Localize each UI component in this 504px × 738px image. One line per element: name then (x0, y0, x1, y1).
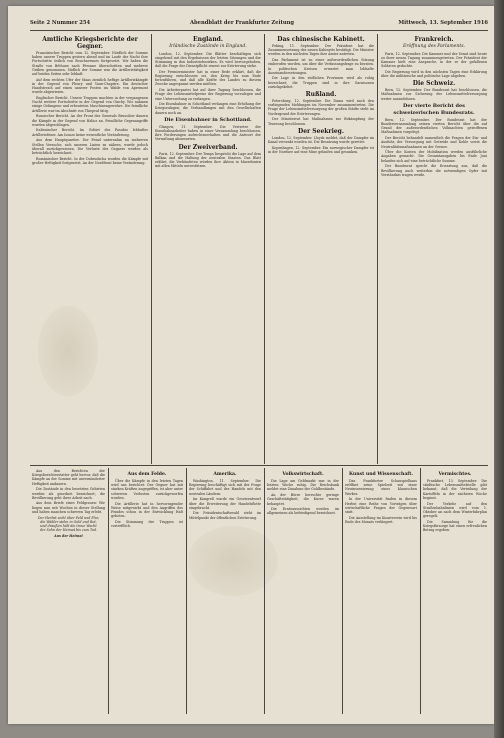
article-paragraph: Die Ernteaussichten werden im allgemeinen als befriedigend bezeichnet. (267, 507, 339, 516)
newspaper-page (8, 6, 494, 724)
article-paragraph: Französischer Bericht vom 12. September. Nördlich der Somme haben unsere Truppen gestern abend und im Laufe der Nacht ihre Fortschritte östlich von Bouchavesnes fortgesetzt. Wir haben die Straße von Béthune nach Péronne überschritten und mehrere Gräben genommen. Südlich der Somme war die Artillerietätigkeit auf beiden Seiten sehr lebhaft. (32, 51, 148, 77)
column-3 (268, 34, 374, 462)
column-3-headline: Das chinesische Kabinett. (277, 36, 365, 43)
poem-line: und draußen hält die treue Wacht (40, 523, 97, 528)
article-paragraph: Der Bundesrat spricht die Erwartung aus, daß die Bevölkerung auch weiterhin die notwendigen Opfer mit Verständnis tragen werde. (381, 164, 487, 177)
lower-column-2 (111, 469, 183, 714)
poem-line: Der Herbst zieht über Feld und Flur, (37, 515, 100, 520)
article-paragraph: Paris, 12. September. Der Temps bespricht die Lage auf dem Balkan und die Haltung der neutralen Staaten. Das Blatt erklärt, die Verbündeten würden ihre Aktion in Mazedonien mit allen Mitteln unterstützen. (155, 151, 261, 169)
article-paragraph: Der Ministerrat hat Maßnahmen zur Bekämpfung der Teuerung beschlossen. (268, 117, 374, 126)
article-paragraph: Die Lage in den südlichen Provinzen wird als ruhig bezeichnet; die Truppen sind in ihre Garnisonen zurückgekehrt. (268, 76, 374, 89)
column-4 (381, 34, 487, 462)
column-2 (155, 34, 261, 462)
article-paragraph: Im Kongreß wurde ein Gesetzentwurf über die Erweiterung der Handelsflotte eingebracht. (189, 497, 261, 510)
column-1-headline: Amtliche Kriegsberichte der Gegner. (42, 36, 138, 50)
column-rule (377, 34, 378, 464)
column-rule (420, 468, 421, 714)
lower-column-4 (267, 469, 339, 714)
article-paragraph: Die Sammlung für die Kriegsfürsorge hat einen erfreulichen Betrag ergeben. (423, 519, 487, 533)
column-4-subhead: Eröffnung des Parlaments. (402, 44, 466, 49)
article-paragraph: Der Bericht behandelt namentlich die Fragen der Ein- und Ausfuhr, der Versorgung mit Getreide und Kohle sowie die Neutralitätsmaßnahmen an der Grenze. (381, 136, 487, 149)
article-paragraph: Russischer Bericht. An der Front des Generals Brussilow dauern die Kämpfe in der Gegend von Halicz an. Feindliche Gegenangriffe wurden abgeschlagen. (32, 114, 148, 127)
header-rule (30, 30, 488, 31)
article-paragraph: London, 12. September. Lloyds meldet, daß der Dampfer im Kanal versenkt worden ist. Die Besatzung wurde gerettet. (268, 135, 374, 144)
lower-column-4-headline: Volkswirtschaft. (282, 472, 324, 477)
article-paragraph: Englischer Bericht. Unsere Truppen machten in der vergangenen Nacht weitere Fortschritte in der Gegend von Ginchy. Wir nahmen einige Gefangene und erbeuteten Maschinengewehre. Die feindliche Artillerie war im Abschnitt von Thiepval tätig. (32, 96, 148, 113)
lower-column-3-headline: Amerika. (213, 472, 237, 477)
newspaper-title: Abendblatt der Frankfurter Zeitung (190, 20, 295, 26)
article-paragraph: Die Lage am Geldmarkt war in der letzten Woche ruhig. Die Reichsbank meldet eine Zunahme der Goldbestände. (267, 479, 339, 492)
article-paragraph: Peking, 11. September. Der Präsident hat die Zusammensetzung des neuen Kabinetts bestätigt. Die Minister werden in den nächsten Tagen ihre Ämter antreten. (268, 44, 374, 57)
column-4-headline: Frankreich. (414, 36, 454, 43)
column-4-headline-3: Der vierte Bericht des schweizerischen Bundesrats. (393, 102, 475, 116)
column-1 (32, 34, 148, 462)
column-4-headline-2: Die Schweiz. (412, 80, 456, 88)
article-paragraph: Über die Kosten der Mobilisation werden ausführliche Angaben gemacht. Die Gesamtausgaben bis Ende Juni belaufen sich auf eine beträchtliche Summe. (381, 150, 487, 163)
section-rule (30, 465, 488, 466)
lower-column-6-headline: Vermischtes. (438, 472, 472, 477)
article-paragraph: Das Parlament ist zu einer außerordentlichen Sitzung einberufen worden, um über die Verfassungsfrage zu beraten. In politischen Kreisen erwartet man lebhafte Auseinandersetzungen. (268, 58, 374, 75)
column-2-headline-2: Die Eisenbahner in Schottland. (164, 116, 252, 123)
article-paragraph: Die Regierung wird in den nächsten Tagen eine Erklärung über die militärische und politische Lage abgeben. (381, 69, 487, 79)
lower-column-2-headline: Aus dem Felde. (127, 472, 167, 477)
lower-column-5-headline: Kunst und Wissenschaft. (348, 472, 414, 477)
article-paragraph: Aus dem Briefe eines Feldgrauen: Wir liegen nun seit Wochen in dieser Stellung und haben manchen schweren Tag erlebt. (32, 501, 105, 514)
article-paragraph: Das Frankfurter Schauspielhaus eröffnet seine Spielzeit mit einer Neuinszenierung eines klassischen Werkes. (345, 479, 417, 496)
article-paragraph: Rumänischer Bericht. In der Dobrudscha wurden die Kämpfe mit großer Heftigkeit fortgesetzt. An der Nordfront keine Veränderung. (32, 156, 148, 165)
column-rule (264, 34, 265, 464)
article-paragraph: London, 12. September. Die Blätter beschäftigen sich eingehend mit den Ergebnissen der letzten Sitzungen und der Stimmung in den Industriebezirken. Es wird hervorgehoben, daß die Frage der Dienstpflicht erneut zur Erörterung stehe. (155, 51, 261, 69)
column-rule (264, 468, 265, 714)
article-paragraph: Über die Kämpfe in den letzten Tagen wird uns berichtet: Der Gegner hat mit starken Kräften angegriffen, ist aber unter schweren Verlusten zurückgeworfen worden. (111, 479, 183, 500)
article-paragraph: Bern, 12. September. Der Bundesrat hat beschlossen, die Maßnahmen zur Sicherung der Lebensmittelversorgung weiter auszudehnen. (381, 88, 487, 101)
column-3-headline-2: Rußland. (305, 91, 337, 99)
article-paragraph: Bern, 12. September. Der Bundesrat hat der Bundesversammlung seinen vierten Bericht über die auf Grund der außerordentlichen Vollmachten getroffenen Maßnahmen vorgelegt. (381, 117, 487, 135)
article-paragraph: Auf dem rechten Ufer der Maas ziemlich heftige Artilleriekämpfe in der Gegend von Fleury und Vaux-Chapitre. Ein deutscher Handstreich auf einen unserer Posten im Walde von Apremont wurde abgewiesen. (32, 77, 148, 95)
article-paragraph: Die Stimmung der Truppen ist vortrefflich. (111, 519, 183, 529)
article-paragraph: Die Präsidentschaftswahl steht im Mittelpunkt der öffentlichen Erörterung. (189, 511, 261, 520)
article-paragraph: Die Eisenbahner in Schottland verlangen eine Erhöhung der Kriegszulagen; die Verhandlungen mit den Gesellschaften dauern noch an. (155, 102, 261, 115)
lower-column-5 (345, 469, 417, 714)
article-paragraph: Glasgow, 11. September. Die Vertreter der Eisenbahnarbeiter haben in einer Versammlung beschlossen, ihre Forderungen aufrechtzuerhalten und die Antwort der Verwaltung abzuwarten. (155, 124, 261, 142)
article-paragraph: Die Artillerie hat in hervorragender Weise mitgewirkt und den Angriffen des Feindes schon in der Entwicklung Halt geboten. (111, 501, 183, 519)
article-paragraph: Die Ausstellung im Kunstverein wird bis Ende des Monats verlängert. (345, 515, 417, 524)
issue-date: Mittwoch, 13. September 1916 (398, 20, 488, 26)
article-paragraph: Kopenhagen, 12. September. Ein norwegischer Dampfer ist in der Nordsee auf eine Mine gelaufen und gesunken. (268, 145, 374, 154)
article-paragraph: Der Premierminister hat in einer Rede erklärt, daß die Regierung entschlossen sei, den Krieg bis zum Ende fortzuführen, und daß alle Kräfte des Landes zu diesem Zwecke angespannt werden müßten. (155, 69, 261, 87)
article-paragraph: Petersburg, 12. September. Die Duma wird nach den vorliegenden Meldungen im November zusammentreten. Die Frage der Lebensmittelversorgung der großen Städte steht im Vordergrund der Erörterungen. (268, 99, 374, 116)
article-paragraph: Washington, 11. September. Die Regierung beschäftigt sich mit der Frage der Schiffahrt und des Handels mit den neutralen Ländern. (189, 479, 261, 496)
lower-column-1 (32, 469, 105, 714)
article-paragraph: Aus den Berichten der Kriegsberichterstatter geht hervor, daß die Kämpfe an der Somme mit unverminderter Heftigkeit andauern. (32, 469, 105, 486)
scan-edge (494, 0, 504, 738)
column-rule (342, 468, 343, 714)
column-rule (186, 468, 187, 714)
column-2-headline-3: Der Zweiverband. (178, 143, 238, 151)
column-3-headline-3: Der Seekrieg. (298, 127, 344, 135)
article-paragraph: In der Universität finden in diesem Herbst eine Reihe von Vorträgen über wirtschaftliche Fragen der Gegenwart statt. (345, 497, 417, 514)
poem-line: die Wälder stehn in Gold und Rot, (40, 519, 97, 524)
poem-signature: Aus der Heimat (54, 534, 83, 539)
lower-column-3 (189, 469, 261, 714)
article-paragraph: Der Verkehr auf den Straßenbahnlinien wird vom 1. Oktober an nach dem Winterfahrplan geregelt. (423, 501, 487, 519)
article-paragraph: An der Börse herrschte geringe Geschäftstätigkeit; die Kurse waren behauptet. (267, 493, 339, 506)
article-paragraph: Italienischer Bericht. Im Gebiet des Pasubio lebhaftes Artilleriefeuer. Am Isonzo keine wesentliche Veränderung. (32, 128, 148, 137)
article-paragraph: Die Arbeiterpartei hat auf ihrer Tagung beschlossen, die Frage der Lebensmittelpreise der Regierung vorzulegen und eine Untersuchung zu verlangen. (155, 88, 261, 101)
column-2-subhead: Irländische Zustände in England. (169, 44, 247, 49)
article-paragraph: Die Zustände in den besetzten Gebieten werden als geordnet bezeichnet; die Bevölkerung geht ihrer Arbeit nach. (32, 487, 105, 500)
page-number: Seite 2 Nummer 254 (30, 20, 91, 26)
lower-column-6 (423, 469, 487, 714)
page-header (30, 20, 488, 30)
column-rule (108, 468, 109, 714)
article-paragraph: Paris, 12. September. Die Kammer und der Senat sind heute zu ihrer neuen Tagung zusammengetreten. Der Präsident der Kammer hielt eine Ansprache, in der er der gefallenen Soldaten gedachte. (381, 51, 487, 69)
article-paragraph: Frankfurt, 13. September. Die städtische Lebensmittelstelle gibt bekannt, daß die Verteilung der Kartoffeln in der nächsten Woche beginnt. (423, 479, 487, 500)
article-paragraph: Aus dem Hauptquartier. Der Feind unternahm an mehreren Stellen Versuche, sich unseren Linien zu nähern, wurde jedoch überall zurückgewiesen. Die Verluste des Gegners werden als beträchtlich bezeichnet. (32, 138, 148, 155)
poem-line: der Sohn der Heimat bis zum Tod. (39, 528, 98, 533)
column-2-headline: England. (193, 36, 223, 43)
column-rule (151, 34, 152, 464)
